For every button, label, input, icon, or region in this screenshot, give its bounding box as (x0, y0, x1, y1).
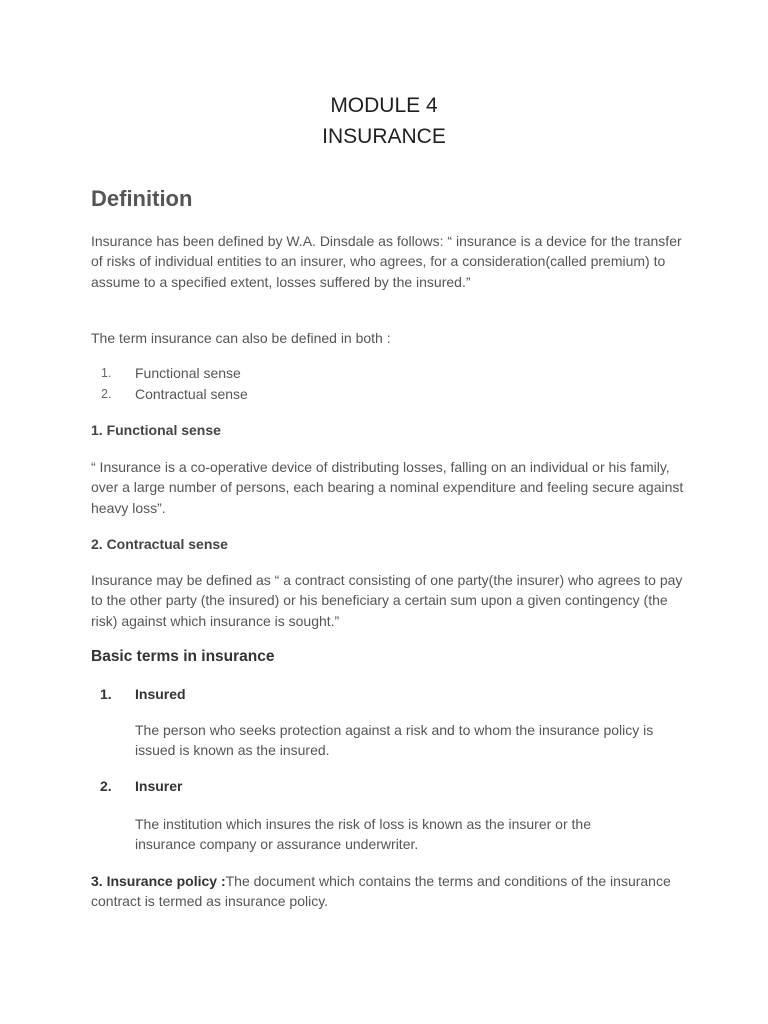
functional-sense-text: “ Insurance is a co-operative device of distributing losses, falling on an individual or his family, over a large number of persons, each bearing a nominal expenditure and feeling secure against heavy loss”. (91, 459, 684, 516)
functional-sense-heading: 1. Functional sense (91, 422, 221, 438)
definition-heading: Definition (91, 186, 193, 211)
definition-intro: The term insurance can also be defined in both : (91, 330, 391, 346)
insurance-policy-text: The document which contains the terms and conditions of the insurance contract is termed as insurance policy. (91, 873, 671, 910)
term-description: The person who seeks protection against a risk and to whom the insurance policy is issued is known as the insured. (135, 722, 654, 759)
contractual-sense-heading: 2. Contractual sense (91, 536, 228, 552)
list-number: 2. (101, 387, 112, 401)
term-description: The institution which insures the risk of loss is known as the insurer or the insurance company or assurance underwriter. (135, 816, 591, 853)
term-label: Insurer (135, 778, 183, 794)
list-text: Functional sense (135, 365, 241, 381)
term-number: 1. (100, 686, 112, 702)
list-number: 1. (101, 366, 112, 380)
module-subtitle: INSURANCE (322, 125, 446, 148)
insurance-policy-paragraph (91, 871, 691, 912)
term-label: Insured (135, 686, 186, 702)
basic-terms-heading: Basic terms in insurance (91, 648, 275, 665)
list-text: Contractual sense (135, 386, 248, 402)
contractual-sense-text: Insurance may be defined as “ a contract consisting of one party(the insurer) who agrees to pay to the other party (the insured) or his beneficiary a certain sum upon a given contingency (the risk) against which insurance is sought.” (91, 572, 683, 629)
insurance-policy-label: 3. Insurance policy : (91, 873, 226, 889)
term-number: 2. (100, 778, 112, 794)
module-title: MODULE 4 (330, 94, 438, 117)
definition-paragraph: Insurance has been defined by W.A. Dinsdale as follows: “ insurance is a device for the transfer of risks of individual entities to an insurer, who agrees, for a consideration(called premium) to assume to a specified extent, losses suffered by the insured.” (91, 233, 682, 290)
